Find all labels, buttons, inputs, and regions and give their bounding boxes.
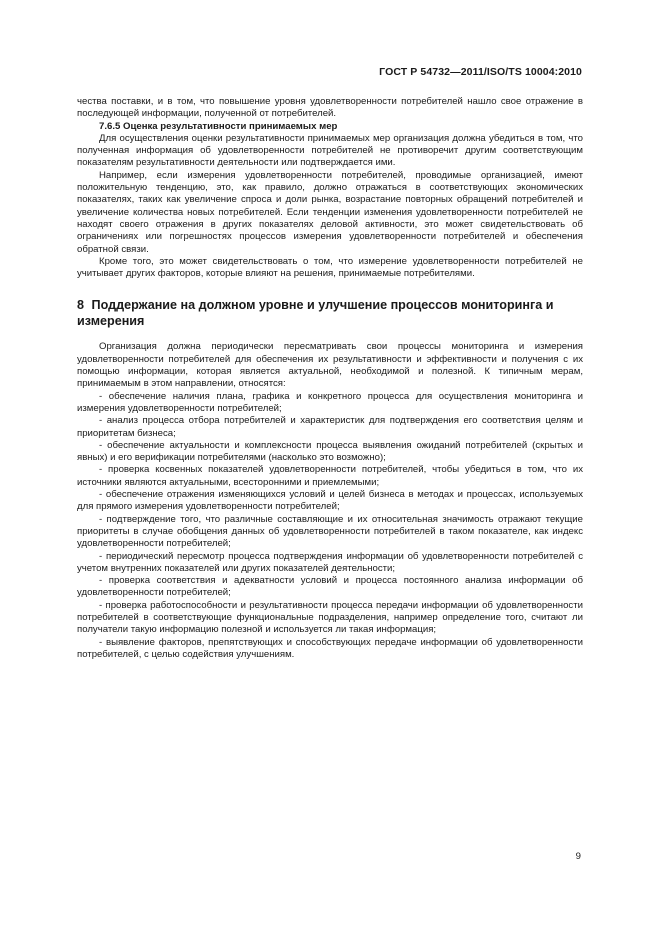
section-heading — [77, 298, 583, 329]
list-item: - периодический пересмотр процесса подтверждения информации об удовлетворенности потребителей с учетом внутренних показателей или других показателей деятельности; — [77, 550, 583, 574]
list-item: - обеспечение актуальности и комплексности процесса выявления ожиданий потребителей (скрытых и явных) и его верификации потребителями (насколько это возможно); — [77, 439, 583, 464]
list-item: - выявление факторов, препятствующих и способствующих передаче информации об удовлетворенности потребителей, с целью содействия улучшениям. — [77, 636, 583, 660]
section-number: 8 — [77, 298, 85, 313]
subsection-title: Оценка результативности принимаемых мер — [123, 120, 338, 132]
section-intro: Организация должна периодически пересматривать свои процессы мониторинга и измерения удовлетворенности потребителей для обеспечения их результативности и эффективности и получения с их помощью информации, которая является актуальной, необходимой и полезной. К типичным мерам, принимаемым в этом направлении, относятся: — [77, 341, 583, 390]
page-number: 9 — [575, 851, 581, 862]
subsection-heading — [99, 121, 583, 133]
paragraph: Например, если измерения удовлетворенности потребителей, проводимые организацией, имеют положительную тенденцию, это, как правило, должно отражаться в соответствующих экономических показателях, таких как увеличение спроса и доли рынка, возрастание повторных обращений потребителей и увеличение количества новых потребителей. Если тенденции изменения удовлетворенности потребителей не находят своего отражения в других показателях деловой активности, это может свидетельствовать об ограничениях или погрешностях процессов измерения удовлетворенности потребителей и обеспечения обратной связи. — [77, 169, 583, 255]
list-item: - обеспечение наличия плана, графика и конкретного процесса для осуществления мониторинга и измерения удовлетворенности потребителей; — [77, 390, 583, 414]
list-item: - проверка соответствия и адекватности условий и процесса постоянного анализа информации об удовлетворенности потребителей; — [77, 575, 583, 599]
list-item: - анализ процесса отбора потребителей и характеристик для подтверждения его соответствия целям и приоритетам бизнеса; — [77, 415, 583, 439]
section-title: Поддержание на должном уровне и улучшение процессов мониторинга и измерения — [77, 298, 554, 328]
paragraph-continuation: чества поставки, и в том, что повышение уровня удовлетворенности потребителей нашло свое отражение в последующей информации, полученной от потребителей. — [77, 96, 583, 120]
list-item: - подтверждение того, что различные составляющие и их относительная значимость отражают текущие приоритеты в случае обобщения данных об удовлетворенности потребителей в таком показателе, как индекс удовлетворенности потребителей; — [77, 513, 583, 550]
page-content — [77, 96, 583, 661]
subsection-number: 7.6.5 — [99, 120, 121, 132]
list-item: - проверка косвенных показателей удовлетворенности потребителей, чтобы убедиться в том, что их источники являются актуальными, всесторонними и приемлемыми; — [77, 464, 583, 488]
list-item: - обеспечение отражения изменяющихся условий и целей бизнеса в методах и процессах, используемых для прямого измерения удовлетворенности потребителей; — [77, 489, 583, 513]
document-code-header: ГОСТ Р 54732—2011/ISO/TS 10004:2010 — [379, 66, 582, 78]
list-item: - проверка работоспособности и результативности процесса передачи информации об удовлетворенности потребителей в соответствующие функциональные подразделения, например определение того, считают ли получатели такую информацию полезной и используется ли такая информация; — [77, 599, 583, 636]
paragraph: Для осуществления оценки результативности принимаемых мер организация должна убедиться в том, что полученная информация об удовлетворенности потребителей не противоречит другим соответствующим показателям результативности деятельности или подтверждается ими. — [77, 132, 583, 169]
paragraph: Кроме того, это может свидетельствовать о том, что измерение удовлетворенности потребителей не учитывает других факторов, которые влияют на решения, принимаемые потребителями. — [77, 255, 583, 280]
